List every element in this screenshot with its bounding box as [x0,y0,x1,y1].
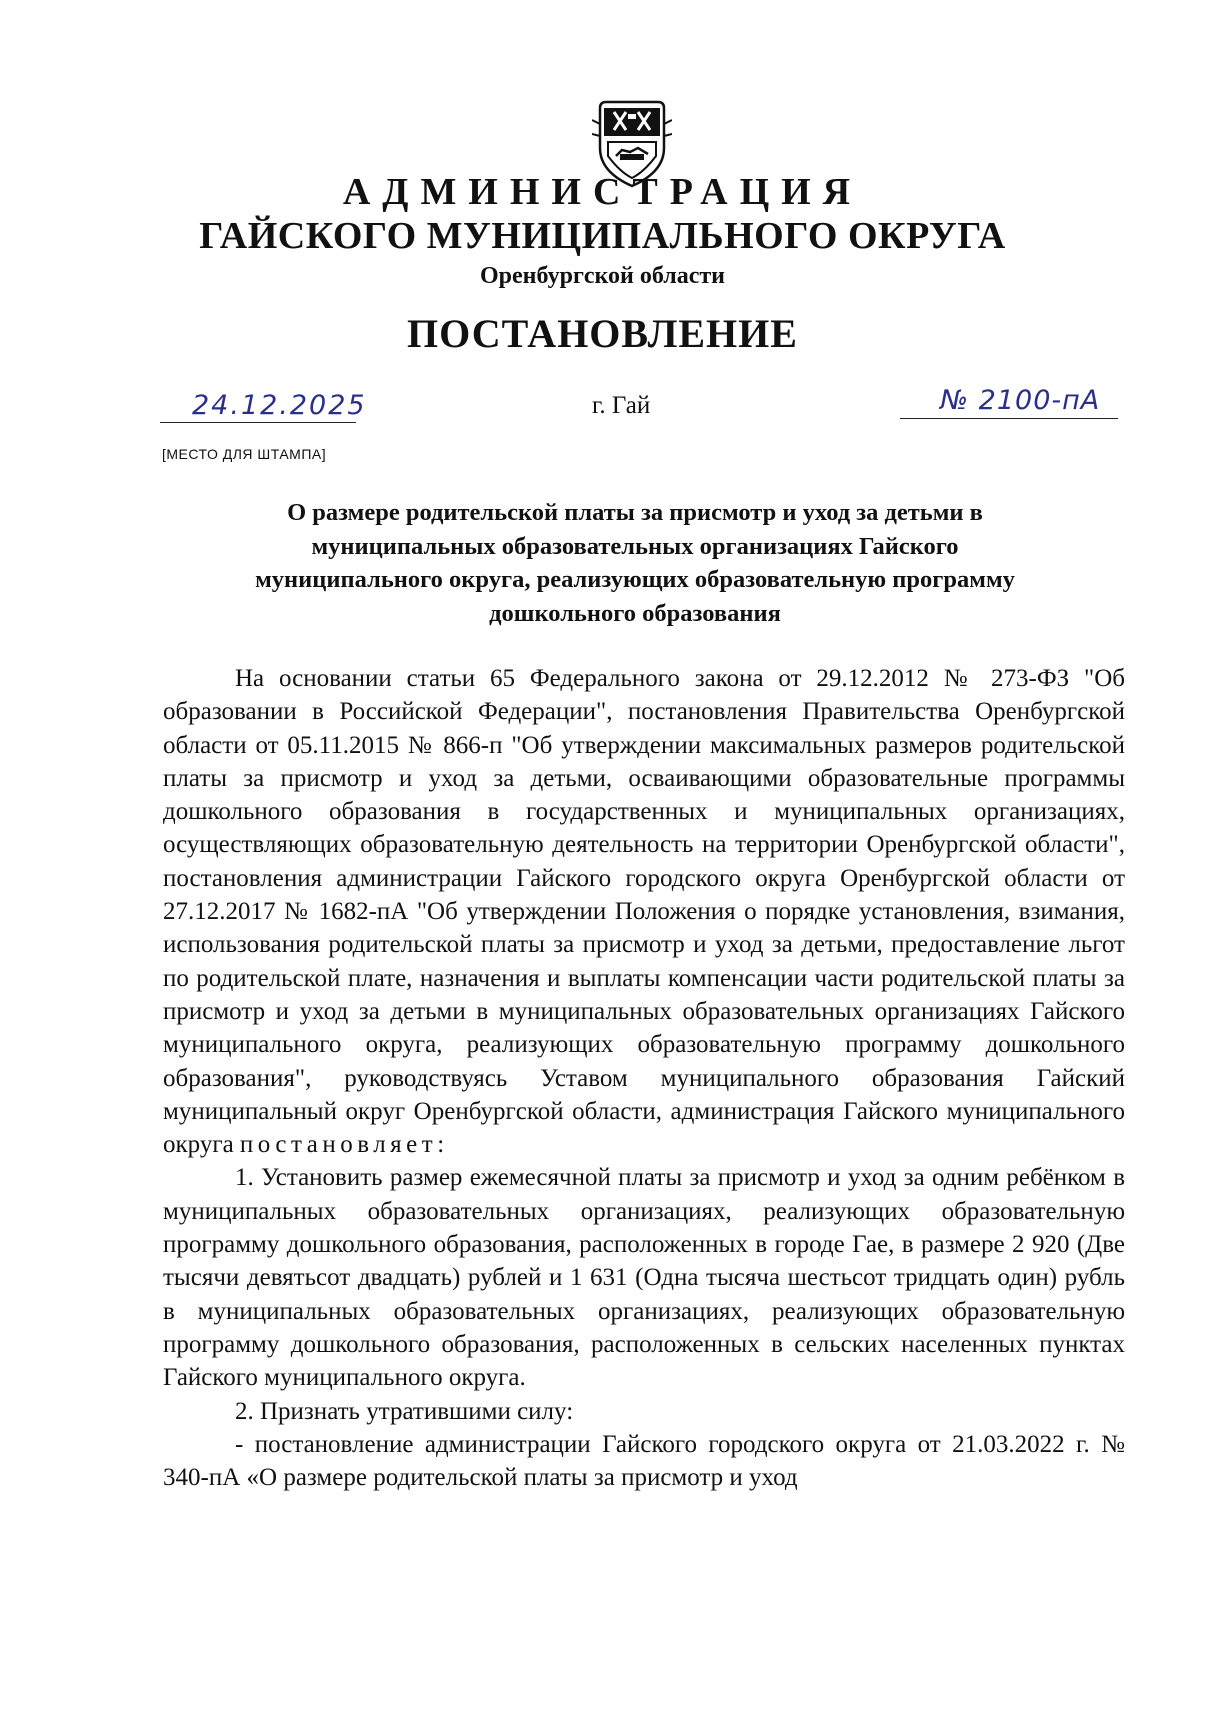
preamble-text: На основании статьи 65 Федерального закона от 29.12.2012 № 273-ФЗ "Об образовании в Российской Федерации", постановления Правительства Оренбургской области от 05.11.2015 № 866-п "Об утверждении максимальных размеров родительской платы за присмотр и уход за детьми, осваивающими образовательные программы дошкольного образования в государственных и муниципальных организациях, осуществляющих образовательную деятельность на территории Оренбургской области", постановления администрации Гайского городского округа Оренбургской области от 27.12.2017 № 1682-пА "Об утверждении Положения о порядке установления, взимания, использования родительской платы за присмотр и уход за детьми, предоставление льгот по родительской плате, назначения и выплаты компенсации части родительской платы за присмотр и уход за детьми в муниципальных образовательных организациях Гайского муниципального округа, реализующих образовательную программу дошкольного образования", руководствуясь Уставом муниципального образования Гайский муниципальный округ Оренбургской области, администрация Гайского муниципального округа [163,665,1125,1159]
item-2-paragraph: 2. Признать утратившими силу: [235,1397,574,1425]
stamp-placeholder: [МЕСТО ДЛЯ ШТАМПА] [162,446,327,462]
title-line: О размере родительской платы за присмотр и уход за детьми в [287,499,983,526]
date-underline [160,422,356,423]
title-line: дошкольного образования [489,599,781,627]
title-line: муниципального округа, реализующих образовательную программу [255,566,1015,593]
resolves-word: постановляет: [239,1131,449,1159]
document-type-heading: ПОСТАНОВЛЕНИЕ [407,311,798,356]
document-title [170,496,1100,630]
item-2-sub-1-paragraph: - постановление администрации Гайского городского округа от 21.03.2022 г. № 340-пА «О размере родительской платы за присмотр и уход [163,1430,1125,1492]
number-underline [900,418,1118,419]
title-line: муниципальных образовательных организациях Гайского [311,532,959,560]
handwritten-number: № 2100-пА [940,385,1101,416]
organization-heading: АДМИНИСТРАЦИЯ [342,171,863,213]
district-heading: ГАЙСКОГО МУНИЦИПАЛЬНОГО ОКРУГА [199,215,1006,257]
region-heading: Оренбургской области [480,263,725,289]
handwritten-date: 24.12.2025 [192,390,367,421]
item-1-paragraph: 1. Установить размер ежемесячной платы за присмотр и уход за одним ребёнком в муниципальных образовательных организациях, реализующих образовательную программу дошкольного образования, расположенных в городе Гае, в размере 2 920 (Две тысячи девятьсот двадцать) рублей и 1 631 (Одна тысяча шестьсот тридцать один) рубль в муниципальных образовательных организациях, реализующих образовательную программу дошкольного образования, расположенных в сельских населенных пунктах Гайского муниципального округа. [163,1164,1125,1392]
document-body [163,662,1125,1494]
preamble-paragraph [163,662,1125,1161]
city-label: г. Гай [592,392,651,419]
